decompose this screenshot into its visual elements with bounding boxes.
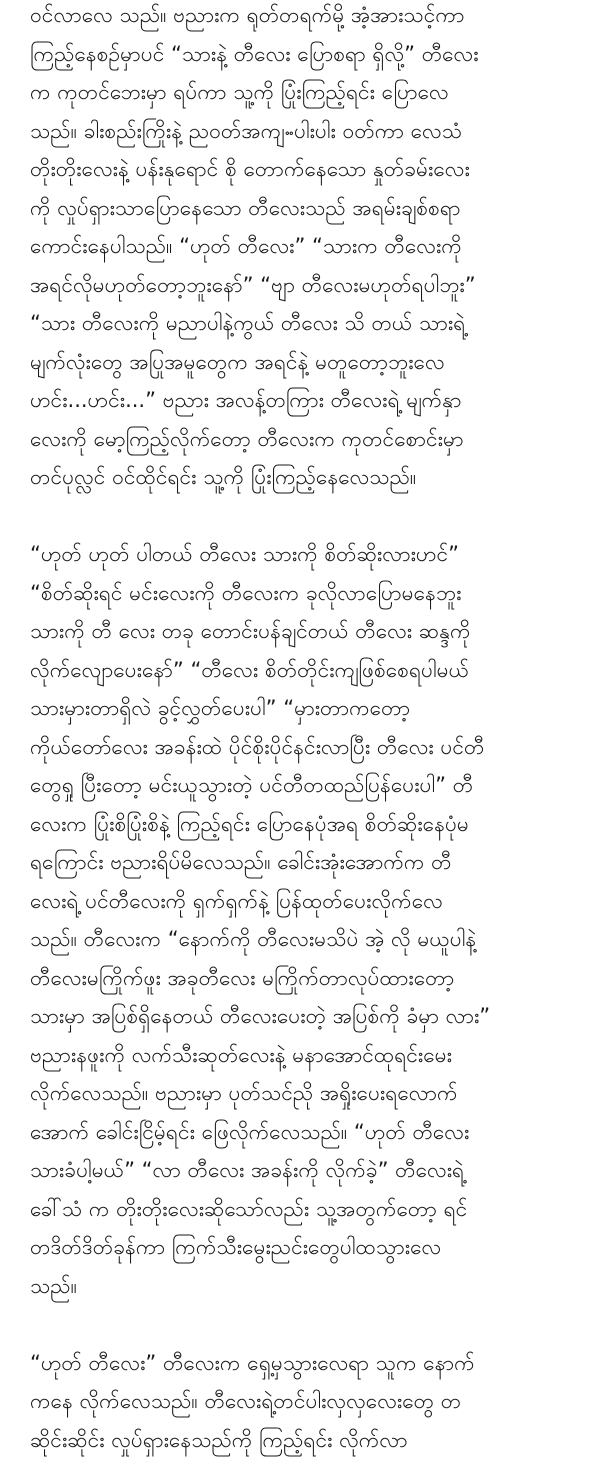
text-line: “ဟုတ် တီလေး” တီလေးက ရှေ့မှသွားလေရာ သူက နောက် xyxy=(30,1344,586,1383)
paragraph-2 xyxy=(30,535,586,1305)
text-line: သည်။ xyxy=(30,1267,586,1306)
text-line: လေးရဲ့ ပင်တီလေးကို ရှက်ရှက်နဲ့ ပြန်ထုတ်ပေးလိုက်လေ xyxy=(30,882,586,921)
paragraph-gap xyxy=(30,497,586,536)
text-line: သားမှားတာရှိလဲ ခွင့်လွှတ်ပေးပါ” “မှားတာကတော့ xyxy=(30,689,586,728)
text-line: ကို လှုပ်ရှားသာပြောနေသော တီလေးသည် အရမ်းချစ်စရာ xyxy=(30,189,586,228)
text-line: သားကို တီ လေး တခု တောင်းပန်ချင်တယ် တီလေး ဆန္ဒကို xyxy=(30,612,586,651)
text-line: လိုက်လျောပေးနော်” “တီလေး စိတ်တိုင်းကျဖြစ်စေရပါမယ် xyxy=(30,651,586,690)
text-line: ကိုယ်တော်လေး အခန်းထဲ ပိုင်စိုးပိုင်နင်းလာပြီး တီလေး ပင်တီ xyxy=(30,728,586,767)
text-line: “သား တီလေးကို မညာပါနဲ့ကွယ် တီလေး သိ တယ် သားရဲ့ xyxy=(30,304,586,343)
paragraph-1 xyxy=(30,0,586,497)
text-line: ဗညားနဖူးကို လက်သီးဆုတ်လေးနဲ့ မနာအောင်ထုရင်းမေး xyxy=(30,1036,586,1075)
text-line: လိုက်လေသည်။ ဗညားမှာ ပုတ်သင်ညို အရှိုးပေးရလောက် xyxy=(30,1074,586,1113)
text-line: ဟင်း...ဟင်း...” ဗညား အလန့်တကြား တီလေးရဲ့ မျက်နှာ xyxy=(30,381,586,420)
text-line: သားမှာ အပြစ်ရှိနေတယ် တီလေးပေးတဲ့ အပြစ်ကို ခံမှာ လား” xyxy=(30,997,586,1036)
text-line: တဒိတ်ဒိတ်ခုန်ကာ ကြက်သီးမွေးညင်းတွေပါထသွားလေ xyxy=(30,1228,586,1267)
text-line: “စိတ်ဆိုးရင် မင်းလေးကို တီလေးက ခုလိုလာပြောမနေဘူး xyxy=(30,574,586,613)
text-line: ဆိုင်းဆိုင်း လှုပ်ရှားနေသည်ကို ကြည့်ရင်း လိုက်လာ xyxy=(30,1421,586,1459)
text-line: အရင်လိုမဟုတ်တော့ဘူးနော်” “ဗျာ တီလေးမဟုတ်ရပါဘူး” xyxy=(30,266,586,305)
text-line: “ဟုတ် ဟုတ် ပါတယ် တီလေး သားကို စိတ်ဆိုးလားဟင်” xyxy=(30,535,586,574)
text-line: ခေါ်သံ က တိုးတိုးလေးဆိုသော်လည်း သူ့အတွက်တော့ ရင် xyxy=(30,1190,586,1229)
text-line: အောက် ခေါင်းငြိမ့်ရင်း ဖြေလိုက်လေသည်။ “ဟုတ် တီလေး xyxy=(30,1113,586,1152)
text-line: က ကုတင်ဘေးမှာ ရပ်ကာ သူ့ကို ပြုံးကြည့်ရင်း ပြောလေ xyxy=(30,73,586,112)
text-line: သည်။ ခါးစည်းကြိုးနဲ့ ညဝတ်အကျႌပါးပါး ဝတ်ကာ လေသံ xyxy=(30,112,586,151)
text-line: ကြည့်နေစဥ်မှာပင် “သားနဲ့ တီလေး ပြောစရာ ရှိလို့” တီလေး xyxy=(30,35,586,74)
text-line: တင်ပုလ္လင် ဝင်ထိုင်ရင်း သူ့ကို ပြုံးကြည့်နေလေသည်။ xyxy=(30,458,586,497)
text-line: တွေရှု ပြီးတော့ မင်းယူသွားတဲ့ ပင်တီတထည်ပြန်ပေးပါ” တီ xyxy=(30,766,586,805)
text-line: သားခံပါ့မယ်” “လာ တီလေး အခန်းကို လိုက်ခဲ့” တီလေးရဲ့ xyxy=(30,1151,586,1190)
text-line: လေးကို မော့ကြည့်လိုက်တော့ တီလေးက ကုတင်စောင်းမှာ xyxy=(30,420,586,459)
text-line: ကောင်းနေပါသည်။ “ဟုတ် တီလေး” “သားက တီလေးကို xyxy=(30,227,586,266)
text-line: ကနေ လိုက်လေသည်။ တီလေးရဲ့တင်ပါးလှလှလေးတွေ တ xyxy=(30,1382,586,1421)
text-line: သည်။ တီလေးက “နောက်ကို တီလေးမသိပဲ အဲ့ လို မယူပါနဲ့ xyxy=(30,920,586,959)
text-line: တီလေးမကြိုက်ဖူး အခုတီလေး မကြိုက်တာလုပ်ထားတော့ xyxy=(30,959,586,998)
text-line: တိုးတိုးလေးနဲ့ ပန်းနုရောင် စို တောက်နေသော နှုတ်ခမ်းလေး xyxy=(30,150,586,189)
paragraph-gap xyxy=(30,1305,586,1344)
text-line: လေးက ပြုံးစိပြုံးစိနဲ့ ကြည့်ရင်း ပြောနေပုံအရ စိတ်ဆိုးနေပုံမ xyxy=(30,805,586,844)
paragraph-3 xyxy=(30,1344,586,1459)
text-line: ရကြောင်း ဗညားရိပ်မိလေသည်။ ခေါင်းအုံးအောက်က တီ xyxy=(30,843,586,882)
text-line: မျက်လုံးတွေ အပြုအမူတွေက အရင်နဲ့ မတူတော့ဘူးလေ xyxy=(30,343,586,382)
text-line: ဝင်လာလေ သည်။ ဗညားက ရုတ်တရက်မို့ အံ့အားသင့်ကာ xyxy=(30,0,586,35)
